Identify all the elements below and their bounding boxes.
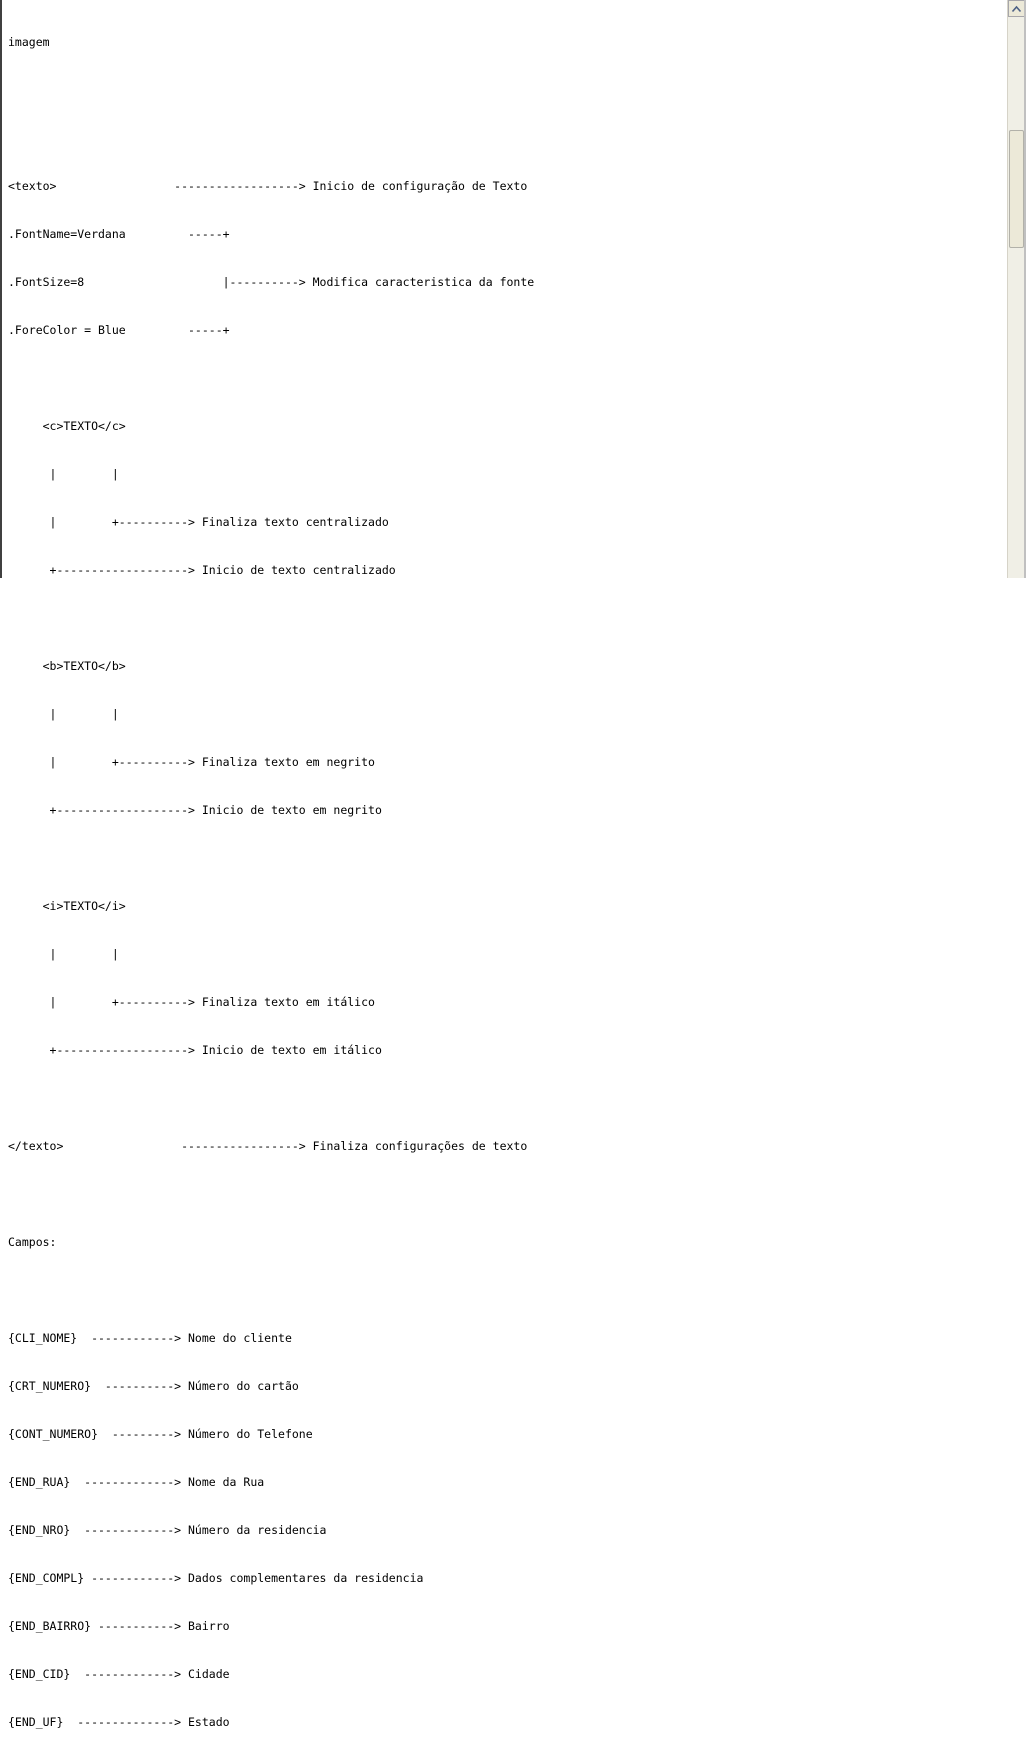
text-line	[8, 82, 1005, 98]
text-content[interactable]	[4, 0, 1005, 1762]
text-line: | |	[8, 947, 119, 961]
text-line	[8, 130, 1005, 146]
text-line: <c>TEXTO</c>	[8, 419, 126, 433]
text-line: </texto> -----------------> Finaliza configurações de texto	[8, 1139, 528, 1153]
text-line: <b>TEXTO</b>	[8, 659, 126, 673]
scrollbar-thumb[interactable]	[1009, 130, 1024, 248]
text-line: | +----------> Finaliza texto em itálico	[8, 995, 375, 1009]
text-line: {END_COMPL} ------------> Dados complementares da residencia	[8, 1571, 424, 1585]
text-line: {END_NRO} -------------> Número da residencia	[8, 1523, 327, 1537]
text-line	[8, 370, 1005, 386]
text-editor-area[interactable]	[4, 0, 1005, 1729]
text-line: .FontName=Verdana -----+	[8, 227, 230, 241]
text-line	[8, 850, 1005, 866]
text-line: .ForeColor = Blue -----+	[8, 323, 230, 337]
text-line: | |	[8, 707, 119, 721]
text-line	[8, 610, 1005, 626]
text-line: | |	[8, 467, 119, 481]
text-line: {CLI_NOME} ------------> Nome do cliente	[8, 1331, 292, 1345]
text-line: +-------------------> Inicio de texto em itálico	[8, 1043, 382, 1057]
text-line: {CONT_NUMERO} ---------> Número do Telefone	[8, 1427, 313, 1441]
text-line: imagem	[8, 35, 50, 49]
text-line: | +----------> Finaliza texto em negrito	[8, 755, 375, 769]
text-line	[8, 1186, 1005, 1202]
text-line: {END_UF} --------------> Estado	[8, 1715, 230, 1729]
text-line: {END_BAIRRO} -----------> Bairro	[8, 1619, 230, 1633]
text-line: .FontSize=8 |----------> Modifica caracteristica da fonte	[8, 275, 535, 289]
text-line: {END_RUA} -------------> Nome da Rua	[8, 1475, 265, 1489]
text-line	[8, 1282, 1005, 1298]
text-line: {END_CID} -------------> Cidade	[8, 1667, 230, 1681]
arrow-up-icon	[1012, 6, 1021, 12]
text-line: <i>TEXTO</i>	[8, 899, 126, 913]
text-line: | +----------> Finaliza texto centralizado	[8, 515, 389, 529]
text-line: <texto> ------------------> Inicio de configuração de Texto	[8, 179, 528, 193]
text-line: +-------------------> Inicio de texto centralizado	[8, 563, 396, 577]
scroll-up-button[interactable]	[1008, 0, 1025, 17]
vertical-scrollbar[interactable]	[1007, 0, 1024, 578]
text-line	[8, 1090, 1005, 1106]
text-line: Campos:	[8, 1235, 57, 1249]
text-line: {CRT_NUMERO} ----------> Número do cartão	[8, 1379, 299, 1393]
text-line: +-------------------> Inicio de texto em negrito	[8, 803, 382, 817]
